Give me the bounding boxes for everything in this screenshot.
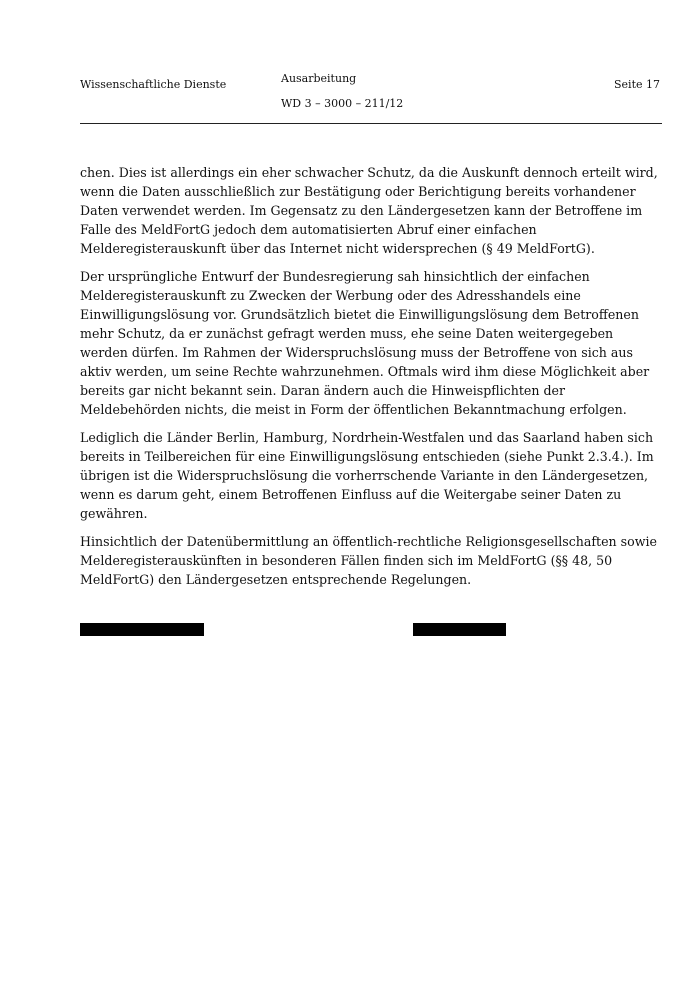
body-text [80,163,665,598]
header-organization: Wissenschaftliche Dienste [80,78,227,91]
header-doc-number: WD 3 – 3000 – 211/12 [281,97,404,110]
redaction-bar-left [80,623,204,636]
paragraph: chen. Dies ist allerdings ein eher schwacher Schutz, da die Auskunft dennoch erteilt wird, wenn die Daten ausschließlich zur Bestätigung oder Berichtigung bereits vorhandener Daten verwendet werden. Im Gegensatz zu den Ländergesetzen kann der Betroffene im Falle des MeldFortG jedoch dem automatisierten Abruf einer einfachen Melderegisterauskunft über das Internet nicht widersprechen (§ 49 MeldFortG). [80,165,658,256]
header-page-number: Seite 17 [614,78,660,91]
redaction-bar-right [413,623,506,636]
paragraph: Der ursprüngliche Entwurf der Bundesregierung sah hinsichtlich der einfachen Melderegisterauskunft zu Zwecken der Werbung oder des Adresshandels eine Einwilligungslösung vor. Grundsätzlich bietet die Einwilligungslösung dem Betroffenen mehr Schutz, da er zunächst gefragt werden muss, ehe seine Daten weitergegeben werden dürfen. Im Rahmen der Widerspruchslösung muss der Betroffene von sich aus aktiv werden, um seine Rechte wahrzunehmen. Oftmals wird ihm diese Möglichkeit aber bereits gar nicht bekannt sein. Daran ändern auch die Hinweispflichten der Meldebehörden nichts, die meist in Form der öffentlichen Bekanntmachung erfolgen. [80,269,650,417]
paragraph: Hinsichtlich der Datenübermittlung an öffentlich-rechtliche Religionsgesellschaften sowie Melderegisterauskünften in besonderen Fällen finden sich im MeldFortG (§§ 48, 50 MeldFortG) den Ländergesetzen entsprechende Regelungen. [80,534,657,587]
paragraph: Lediglich die Länder Berlin, Hamburg, Nordrhein-Westfalen und das Saarland haben sich bereits in Teilbereichen für eine Einwilligungslösung entschieden (siehe Punkt 2.3.4.). Im übrigen ist die Widerspruchslösung die vorherrschende Variante in den Ländergesetzen, wenn es darum geht, einem Betroffenen Einfluss auf die Weitergabe seiner Daten zu gewähren. [80,430,654,521]
header-doc-type: Ausarbeitung [281,72,357,85]
header-divider [80,123,662,124]
